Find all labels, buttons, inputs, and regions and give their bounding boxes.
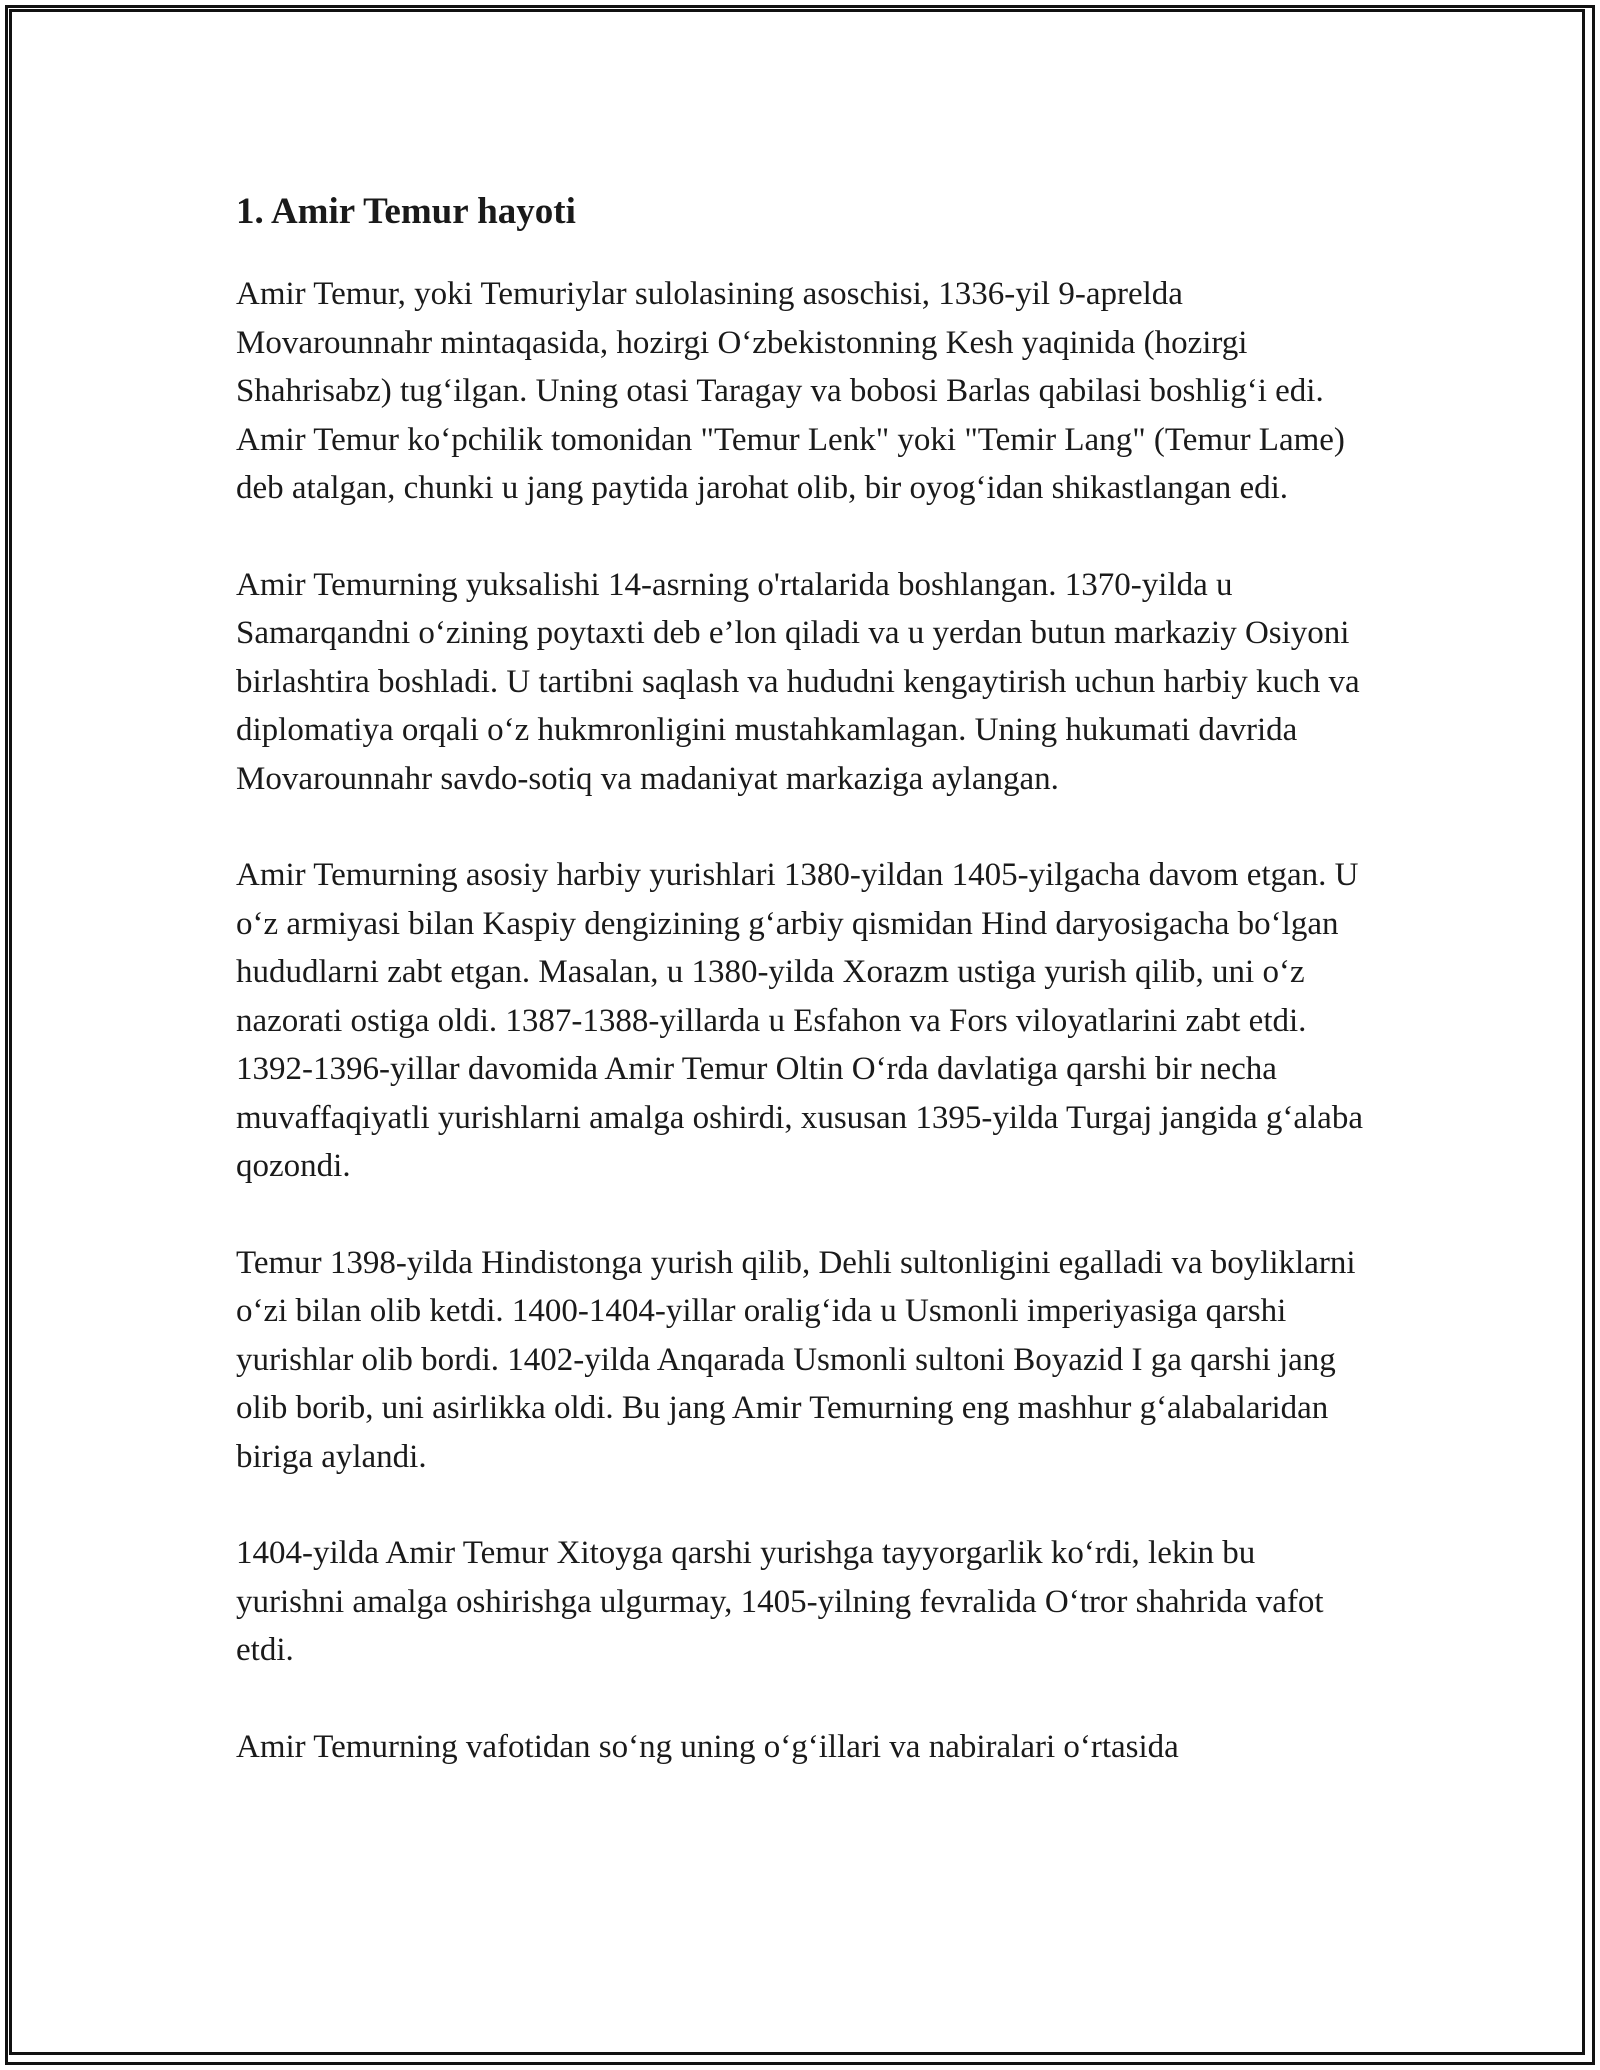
paragraph-2: Amir Temurning yuksalishi 14-asrning o'rtalarida boshlangan. 1370-yilda u Samarqandni o‘zining poytaxti deb e’lon qiladi va u yerdan butun markaziy Osiyoni birlashtira boshladi. U tartibni saqlash va hududni kengaytirish uchun harbiy kuch va diplomatiya orqali o‘z hukmronligini mustahkamlagan. Uning hukumati davrida Movarounnahr savdo-sotiq va madaniyat markaziga aylangan. xyxy=(236,566,1360,797)
paragraph-6: Amir Temurning vafotidan so‘ng uning o‘g‘illari va nabiralari o‘rtasida xyxy=(236,1728,1179,1765)
paragraph-3: Amir Temurning asosiy harbiy yurishlari 1380-yildan 1405-yilgacha davom etgan. U o‘z armiyasi bilan Kaspiy dengizining g‘arbiy qismidan Hind daryosigacha bo‘lgan hududlarni zabt etgan. Masalan, u 1380-yilda Xorazm ustiga yurish qilib, uni o‘z nazorati ostiga oldi. 1387-1388-yillarda u Esfahon va Fors viloyatlarini zabt etdi. 1392-1396-yillar davomida Amir Temur Oltin O‘rda davlatiga qarshi bir necha muvaffaqiyatli yurishlarni amalga oshirdi, xususan 1395-yilda Turgaj jangida g‘alaba qozondi. xyxy=(236,857,1363,1184)
paragraph-4: Temur 1398-yilda Hindistonga yurish qilib, Dehli sultonligini egalladi va boyliklarni o‘zi bilan olib ketdi. 1400-1404-yillar oralig‘ida u Usmonli imperiyasiga qarshi yurishlar olib bordi. 1402-yilda Anqarada Usmonli sultoni Boyazid I ga qarshi jang olib borib, uni asirlikka oldi. Bu jang Amir Temurning eng mashhur g‘alabalaridan biriga aylandi. xyxy=(236,1244,1356,1475)
section-heading: 1. Amir Temur hayoti xyxy=(236,191,576,232)
paragraph-1: Amir Temur, yoki Temuriylar sulolasining asoschisi, 1336-yil 9-aprelda Movarounnahr mintaqasida, hozirgi O‘zbekistonning Kesh yaqinida (hozirgi Shahrisabz) tug‘ilgan. Uning otasi Taragay va bobosi Barlas qabilasi boshlig‘i edi. Amir Temur ko‘pchilik tomonidan "Temur Lenk" yoki "Temir Lang" (Temur Lame) deb atalgan, chunki u jang paytida jarohat olib, bir oyog‘idan shikastlangan edi. xyxy=(236,276,1345,506)
document-body xyxy=(236,188,1371,1819)
paragraph-5: 1404-yilda Amir Temur Xitoyga qarshi yurishga tayyorgarlik ko‘rdi, lekin bu yurishni amalga oshirishga ulgurmay, 1405-yilning fevralida O‘tror shahrida vafot etdi. xyxy=(236,1535,1324,1668)
